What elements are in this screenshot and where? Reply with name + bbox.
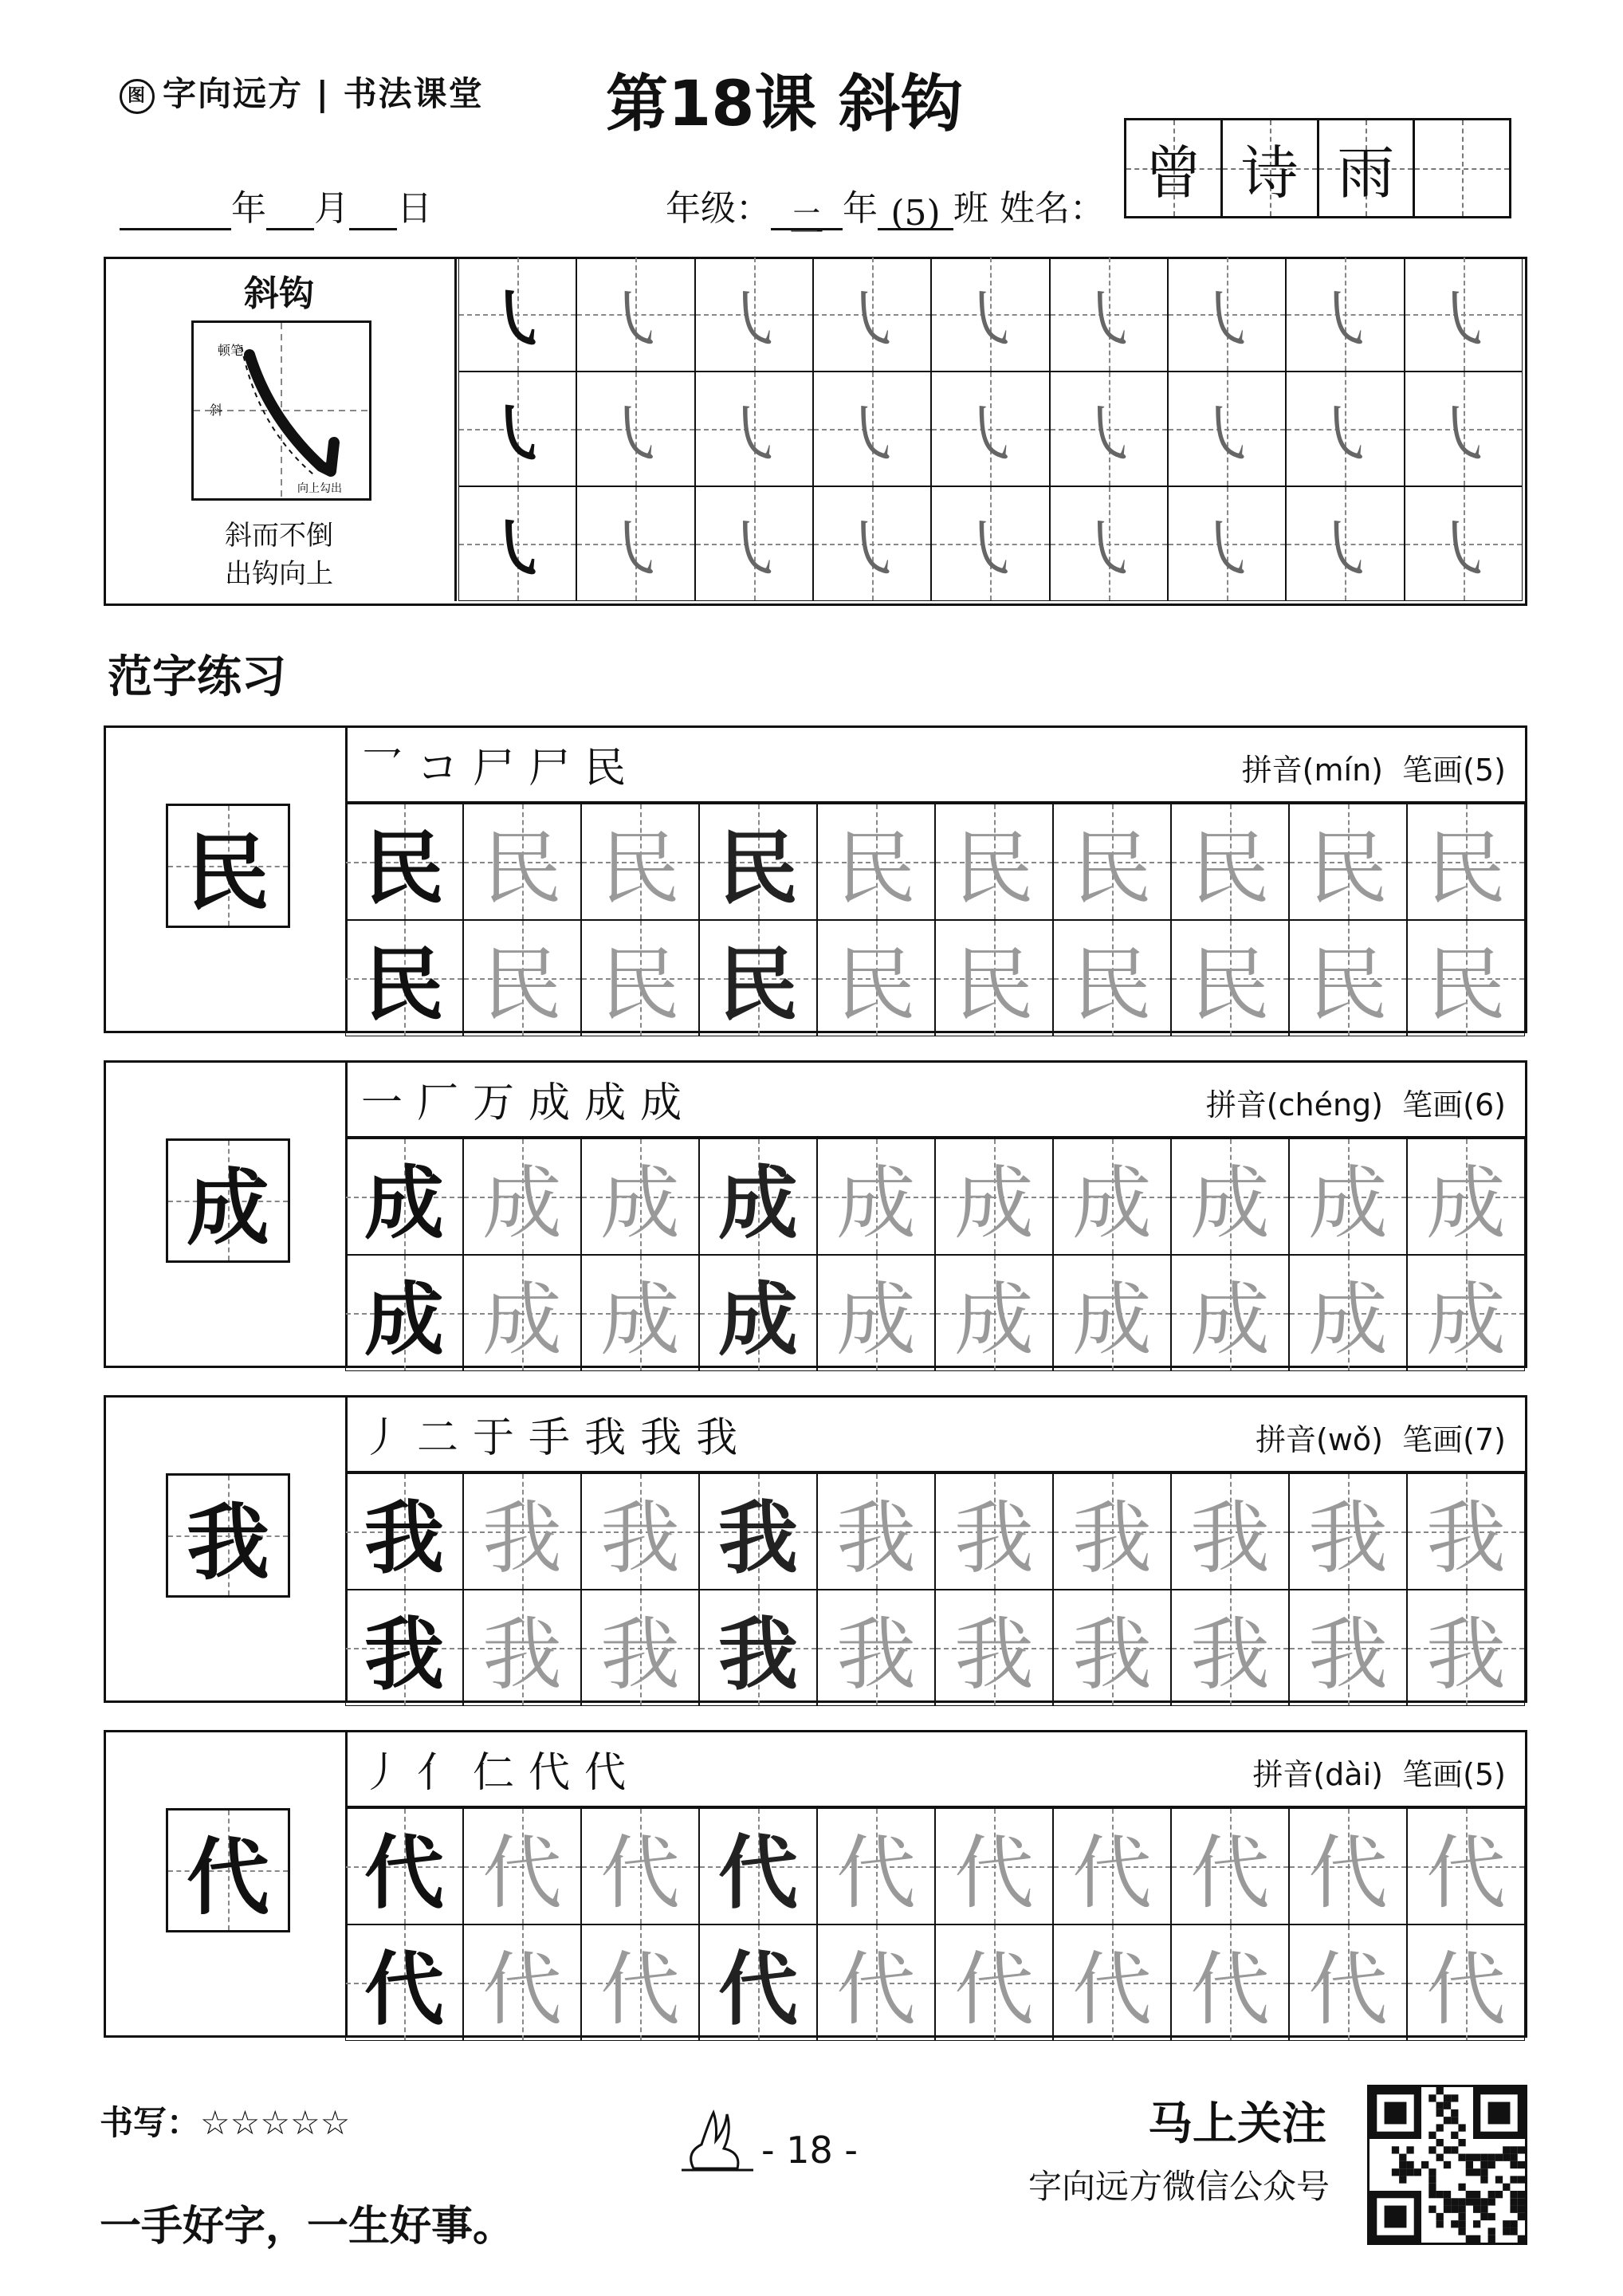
practice-cell[interactable]: 成	[463, 1138, 581, 1255]
name-cell[interactable]	[1415, 120, 1509, 216]
slant-hook-diagram-icon	[194, 323, 369, 498]
day-label: 日	[397, 188, 432, 229]
practice-cell[interactable]: 我	[463, 1590, 581, 1706]
stroke-practice-cell[interactable]: ㇂	[576, 257, 694, 372]
stroke-order-step: 尸	[473, 745, 529, 792]
practice-cell[interactable]: 成	[1053, 1138, 1171, 1255]
practice-cell[interactable]: 我	[1171, 1590, 1289, 1706]
practice-cell[interactable]: 代	[1407, 1924, 1525, 2041]
practice-cell[interactable]: 成	[581, 1138, 699, 1255]
stroke-info-panel	[104, 257, 457, 601]
stroke-order	[361, 1069, 696, 1129]
practice-cell[interactable]: 成	[463, 1255, 581, 1371]
pinyin: (wǒ)	[1316, 1422, 1383, 1457]
stroke-practice-cell[interactable]: ㇂	[1168, 372, 1286, 486]
practice-cell[interactable]: 我	[581, 1590, 699, 1706]
stroke-order-step: 我	[696, 1414, 753, 1462]
stroke-order-step: 一	[361, 1079, 418, 1127]
pinyin: (chéng)	[1266, 1087, 1383, 1122]
char-panel	[106, 1398, 348, 1700]
practice-cell[interactable]: 我	[1289, 1473, 1407, 1590]
name-cell[interactable]: 雨	[1319, 120, 1416, 216]
follow-label: 马上关注	[1148, 2098, 1326, 2150]
practice-cell[interactable]: 成	[345, 1255, 463, 1371]
grade-label: 年级：	[666, 188, 771, 229]
practice-cell[interactable]: 成	[817, 1138, 935, 1255]
stroke-order-step: 民	[584, 745, 641, 792]
stroke-tip-2: 出钩向上	[225, 558, 333, 590]
practice-grid	[345, 1471, 1525, 1700]
practice-cell[interactable]: 代	[935, 1808, 1053, 1924]
practice-cell[interactable]: 代	[463, 1924, 581, 2041]
stroke-order	[361, 734, 640, 794]
stroke-order-step: 丿	[361, 1414, 418, 1462]
practice-cell[interactable]: 代	[817, 1924, 935, 2041]
practice-cell[interactable]: 代	[581, 1924, 699, 2041]
practice-grid	[345, 801, 1525, 1031]
practice-cell[interactable]: 我	[1053, 1590, 1171, 1706]
stroke-practice-cell[interactable]: ㇂	[813, 486, 931, 601]
stroke-order-step: 尸	[529, 745, 585, 792]
stroke-practice-cell[interactable]: ㇂	[1286, 372, 1404, 486]
practice-cell[interactable]: 成	[1053, 1255, 1171, 1371]
practice-cell[interactable]: 成	[1171, 1255, 1289, 1371]
stroke-count: (5)	[1463, 1757, 1506, 1792]
char-block-4	[104, 1730, 1527, 2038]
char-panel	[106, 1732, 348, 2035]
stroke-order-step: 成	[640, 1079, 697, 1127]
practice-cell[interactable]: 民	[935, 804, 1053, 920]
stroke-practice-cell[interactable]: ㇂	[813, 372, 931, 486]
model-char-box: 我	[166, 1473, 290, 1598]
practice-grid	[345, 1806, 1525, 2035]
name-cell[interactable]: 诗	[1223, 120, 1319, 216]
practice-cell[interactable]: 我	[935, 1473, 1053, 1590]
brand	[120, 68, 484, 116]
year-blank[interactable]	[120, 193, 231, 230]
practice-cell[interactable]: 代	[463, 1808, 581, 1924]
practice-cell[interactable]: 我	[817, 1590, 935, 1706]
stroke-practice-cell[interactable]: ㇂	[931, 372, 1049, 486]
practice-cell[interactable]: 民	[463, 804, 581, 920]
name-label: 姓名：	[1000, 188, 1105, 229]
stroke-practice-cell[interactable]: ㇂	[458, 486, 576, 601]
practice-cell[interactable]: 民	[345, 920, 463, 1036]
practice-cell[interactable]: 代	[1407, 1808, 1525, 1924]
practice-cell[interactable]: 代	[1171, 1924, 1289, 2041]
account-label: 字向远方微信公众号	[1028, 2167, 1330, 2206]
stroke-order-step: コ	[417, 745, 474, 792]
stroke-diagram	[191, 320, 371, 501]
practice-cell[interactable]: 成	[1289, 1255, 1407, 1371]
rating-stars[interactable]: ☆☆☆☆☆	[200, 2103, 351, 2142]
stroke-practice-cell[interactable]: ㇂	[576, 486, 694, 601]
stroke-order-step: 厂	[417, 1079, 474, 1127]
practice-cell[interactable]: 民	[817, 920, 935, 1036]
practice-cell[interactable]: 代	[699, 1808, 817, 1924]
practice-cell[interactable]: 我	[1171, 1473, 1289, 1590]
practice-cell[interactable]: 我	[699, 1590, 817, 1706]
stroke-practice-cell[interactable]: ㇂	[576, 372, 694, 486]
stroke-practice-cell[interactable]: ㇂	[695, 257, 813, 372]
practice-cell[interactable]: 成	[345, 1138, 463, 1255]
svg-text:向上勾出: 向上勾出	[297, 482, 342, 495]
practice-cell[interactable]: 民	[699, 920, 817, 1036]
practice-cell[interactable]: 成	[699, 1255, 817, 1371]
practice-cell[interactable]: 成	[817, 1255, 935, 1371]
practice-cell[interactable]: 民	[1289, 804, 1407, 920]
practice-cell[interactable]: 民	[1053, 804, 1171, 920]
month-label: 月	[314, 188, 349, 229]
year-word: 年	[843, 188, 878, 229]
stroke-order-step: 成	[529, 1079, 585, 1127]
page-number: - 18 -	[761, 2129, 858, 2172]
stroke-practice-cell[interactable]: ㇂	[931, 486, 1049, 601]
practice-cell[interactable]: 我	[1407, 1473, 1525, 1590]
char-meta: 拼音(chéng) 笔画(6)	[1205, 1087, 1506, 1122]
stroke-practice-cell[interactable]: ㇂	[1405, 257, 1523, 372]
class-field[interactable]: (5)	[878, 193, 953, 230]
stroke-order	[361, 1739, 640, 1799]
stroke-order-step: 乛	[361, 745, 418, 792]
writing-rating: 书写：☆☆☆☆☆	[100, 2103, 351, 2142]
year-label: 年	[231, 188, 266, 229]
svg-text:斜: 斜	[210, 403, 223, 418]
char-panel	[106, 728, 348, 1031]
stroke-count: (7)	[1463, 1422, 1506, 1457]
stroke-order-step: 我	[584, 1414, 641, 1462]
name-cell[interactable]: 曾	[1126, 120, 1223, 216]
day-blank[interactable]	[349, 193, 397, 230]
stroke-practice-cell[interactable]: ㇂	[1405, 486, 1523, 601]
char-block-1	[104, 725, 1527, 1033]
stroke-order-step: 丿	[361, 1749, 418, 1797]
date-line	[120, 179, 432, 230]
practice-cell[interactable]: 成	[581, 1255, 699, 1371]
stroke-order-step: 成	[584, 1079, 641, 1127]
section-title: 范字练习	[108, 651, 286, 703]
qr-code-icon[interactable]	[1367, 2085, 1527, 2245]
practice-cell[interactable]: 我	[935, 1590, 1053, 1706]
practice-cell[interactable]: 民	[463, 920, 581, 1036]
stroke-order-step: 万	[473, 1079, 529, 1127]
stroke-order-step: 亻	[417, 1749, 474, 1797]
practice-cell[interactable]: 成	[935, 1138, 1053, 1255]
char-meta: 拼音(wǒ) 笔画(7)	[1255, 1422, 1506, 1457]
practice-cell[interactable]: 成	[935, 1255, 1053, 1371]
stroke-practice-cell[interactable]: ㇂	[458, 257, 576, 372]
pinyin: (dài)	[1313, 1757, 1383, 1792]
stroke-count: (5)	[1463, 753, 1506, 788]
practice-cell[interactable]: 民	[581, 804, 699, 920]
pinyin: (mín)	[1302, 753, 1383, 788]
stroke-practice-cell[interactable]: ㇂	[1050, 257, 1168, 372]
practice-cell[interactable]: 成	[1407, 1138, 1525, 1255]
practice-cell[interactable]: 代	[345, 1924, 463, 2041]
stroke-order-step: 代	[584, 1749, 641, 1797]
practice-grid	[345, 1136, 1525, 1366]
stroke-count: (6)	[1463, 1087, 1506, 1122]
practice-cell[interactable]: 我	[1053, 1473, 1171, 1590]
stroke-practice-grid	[458, 257, 1523, 601]
stroke-practice-cell[interactable]: ㇂	[1286, 257, 1404, 372]
char-meta: 拼音(mín) 笔画(5)	[1241, 753, 1506, 788]
brand-text: 字向远方 | 书法课堂	[163, 74, 484, 113]
practice-cell[interactable]: 民	[1289, 920, 1407, 1036]
stroke-practice-cell[interactable]: ㇂	[695, 372, 813, 486]
stroke-order-step: 我	[640, 1414, 697, 1462]
stroke-practice-cell[interactable]: ㇂	[1405, 372, 1523, 486]
practice-cell[interactable]: 民	[1171, 920, 1289, 1036]
class-label: 班	[953, 188, 988, 229]
stroke-order-step: 代	[529, 1749, 585, 1797]
practice-cell[interactable]: 民	[699, 804, 817, 920]
stroke-practice-cell[interactable]: ㇂	[813, 257, 931, 372]
practice-cell[interactable]: 代	[817, 1808, 935, 1924]
svg-text:顿笔: 顿笔	[218, 343, 244, 358]
grade-line	[666, 179, 1105, 242]
practice-cell[interactable]: 成	[699, 1138, 817, 1255]
practice-cell[interactable]: 代	[1289, 1924, 1407, 2041]
model-char-box: 成	[166, 1138, 290, 1263]
practice-cell[interactable]: 我	[581, 1473, 699, 1590]
practice-cell[interactable]: 民	[817, 804, 935, 920]
practice-cell[interactable]: 民	[345, 804, 463, 920]
stroke-practice-cell[interactable]: ㇂	[931, 257, 1049, 372]
practice-cell[interactable]: 我	[1407, 1590, 1525, 1706]
practice-cell[interactable]: 我	[345, 1473, 463, 1590]
practice-cell[interactable]: 代	[1171, 1808, 1289, 1924]
stroke-tip-1: 斜而不倒	[225, 520, 333, 552]
stroke-order	[361, 1404, 752, 1464]
practice-cell[interactable]: 代	[1053, 1808, 1171, 1924]
char-block-2	[104, 1060, 1527, 1368]
practice-cell[interactable]: 代	[581, 1808, 699, 1924]
name-box[interactable]	[1124, 118, 1511, 218]
stroke-practice-cell[interactable]: ㇂	[1168, 486, 1286, 601]
stroke-order-step: 二	[417, 1414, 474, 1462]
char-meta: 拼音(dài) 笔画(5)	[1252, 1757, 1506, 1792]
practice-cell[interactable]: 我	[817, 1473, 935, 1590]
practice-cell[interactable]: 代	[1289, 1808, 1407, 1924]
practice-cell[interactable]: 民	[1407, 920, 1525, 1036]
practice-cell[interactable]: 代	[1053, 1924, 1171, 2041]
practice-cell[interactable]: 我	[1289, 1590, 1407, 1706]
practice-cell[interactable]: 民	[1053, 920, 1171, 1036]
stroke-order-step: 手	[529, 1414, 585, 1462]
rabbit-icon	[678, 2105, 757, 2180]
stroke-practice-cell[interactable]: ㇂	[1050, 486, 1168, 601]
practice-cell[interactable]: 代	[935, 1924, 1053, 2041]
practice-cell[interactable]: 我	[463, 1473, 581, 1590]
model-char-box: 民	[166, 804, 290, 928]
stroke-practice-cell[interactable]: ㇂	[695, 486, 813, 601]
grade-field[interactable]: 二	[771, 193, 843, 230]
stroke-practice-cell[interactable]: ㇂	[1050, 372, 1168, 486]
page-title: 第18课 斜钩	[606, 69, 963, 140]
practice-cell[interactable]: 成	[1407, 1255, 1525, 1371]
stroke-name: 斜钩	[244, 273, 314, 314]
char-block-3	[104, 1395, 1527, 1703]
stroke-practice-cell[interactable]: ㇂	[1168, 257, 1286, 372]
month-blank[interactable]	[266, 193, 314, 230]
practice-cell[interactable]: 民	[935, 920, 1053, 1036]
model-char-box: 代	[166, 1808, 290, 1932]
practice-cell[interactable]: 成	[1289, 1138, 1407, 1255]
stroke-practice-cell[interactable]: ㇂	[458, 372, 576, 486]
stroke-order-step: 于	[473, 1414, 529, 1462]
practice-cell[interactable]: 民	[581, 920, 699, 1036]
stroke-practice-cell[interactable]: ㇂	[1286, 486, 1404, 601]
stroke-order-step: 仁	[473, 1749, 529, 1797]
practice-cell[interactable]: 我	[345, 1590, 463, 1706]
motto: 一手好字，一生好事。	[100, 2203, 515, 2251]
practice-cell[interactable]: 代	[345, 1808, 463, 1924]
practice-cell[interactable]: 代	[699, 1924, 817, 2041]
char-panel	[106, 1063, 348, 1366]
brand-logo-icon: 图	[120, 79, 155, 114]
practice-cell[interactable]: 民	[1407, 804, 1525, 920]
practice-cell[interactable]: 成	[1171, 1138, 1289, 1255]
practice-cell[interactable]: 我	[699, 1473, 817, 1590]
practice-cell[interactable]: 民	[1171, 804, 1289, 920]
